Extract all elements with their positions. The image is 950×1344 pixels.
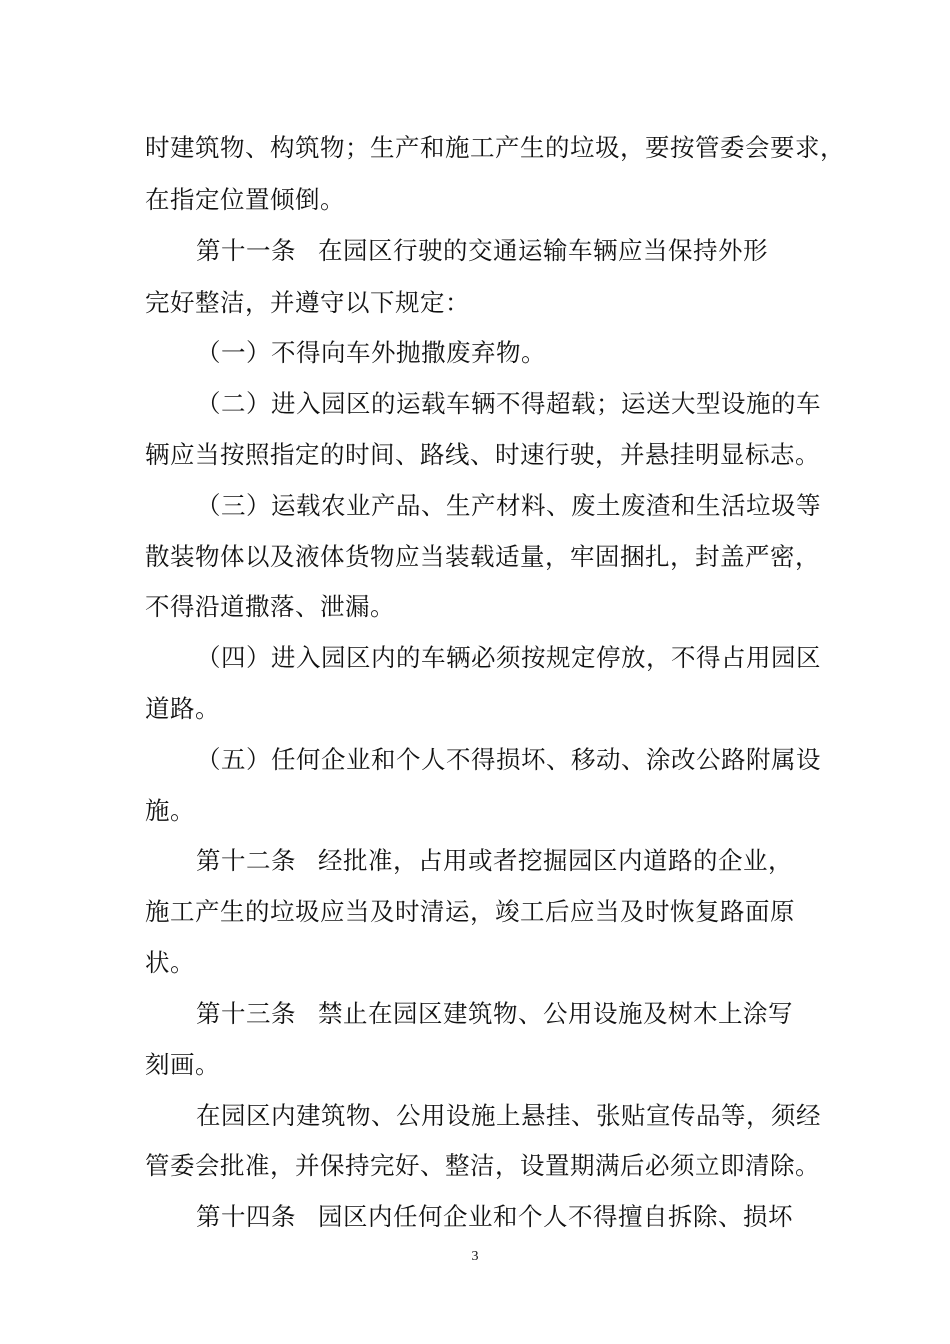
body-line: 状。: [145, 948, 195, 977]
list-item: （四）进入园区内的车辆必须按规定停放，不得占用园区: [196, 643, 821, 672]
article-heading: 第十四条: [196, 1202, 296, 1231]
body-line: 完好整洁，并遵守以下规定：: [145, 288, 470, 317]
body-text: 园区内任何企业和个人不得擅自拆除、损坏: [318, 1202, 793, 1231]
body-line: 时建筑物、构筑物；生产和施工产生的垃圾，要按管委会要求，: [145, 133, 845, 162]
list-item: （三）运载农业产品、生产材料、废土废渣和生活垃圾等: [196, 491, 821, 520]
page-number: 3: [471, 1249, 479, 1264]
list-item: （一）不得向车外抛撒废弃物。: [196, 338, 546, 367]
article-heading: 第十三条: [196, 999, 296, 1028]
body-line: 辆应当按照指定的时间、路线、时速行驶，并悬挂明显标志。: [145, 440, 820, 469]
body-line: 施。: [145, 796, 195, 825]
body-line: 在园区内建筑物、公用设施上悬挂、张贴宣传品等，须经: [196, 1101, 821, 1130]
article-14: [196, 1202, 816, 1232]
article-12: [196, 846, 816, 876]
list-item: （五）任何企业和个人不得损坏、移动、涂改公路附属设: [196, 745, 821, 774]
body-line: 散装物体以及液体货物应当装载适量，牢固捆扎，封盖严密，: [145, 542, 820, 571]
article-11: [196, 236, 816, 266]
article-heading: 第十一条: [196, 236, 296, 265]
body-line: 在指定位置倾倒。: [145, 185, 345, 214]
body-text: 禁止在园区建筑物、公用设施及树木上涂写: [318, 999, 793, 1028]
article-13: [196, 999, 816, 1029]
body-line: 刻画。: [145, 1050, 220, 1079]
body-text: 经批准，占用或者挖掘园区内道路的企业，: [318, 846, 793, 875]
body-line: 道路。: [145, 694, 220, 723]
body-line: 管委会批准，并保持完好、整洁，设置期满后必须立即清除。: [145, 1151, 820, 1180]
list-item: （二）进入园区的运载车辆不得超载；运送大型设施的车: [196, 389, 821, 418]
body-text: 在园区行驶的交通运输车辆应当保持外形: [318, 236, 768, 265]
article-heading: 第十二条: [196, 846, 296, 875]
body-line: 不得沿道撒落、泄漏。: [145, 592, 395, 621]
body-line: 施工产生的垃圾应当及时清运，竣工后应当及时恢复路面原: [145, 897, 795, 926]
